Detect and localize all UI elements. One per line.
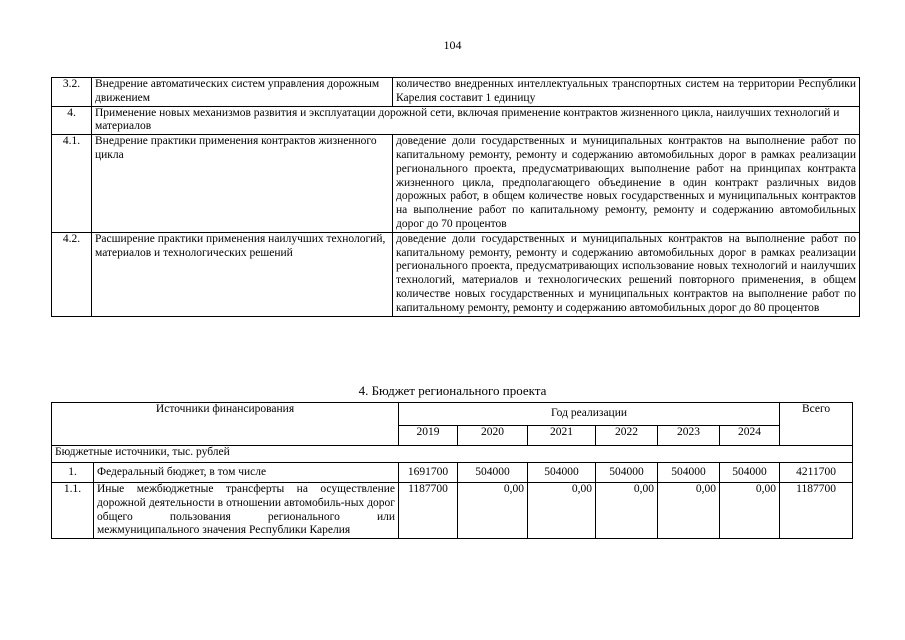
budget-section-title: 4. Бюджет регионального проекта <box>358 383 547 398</box>
cell-value: 504000 <box>720 463 780 483</box>
table-header-row <box>52 403 853 426</box>
header-year: 2021 <box>528 426 596 446</box>
cell-value: 504000 <box>528 463 596 483</box>
table-row <box>52 463 853 483</box>
measure-number: 4. <box>52 106 92 135</box>
cell-value: 1691700 <box>399 463 458 483</box>
measure-number: 3.2. <box>52 78 92 107</box>
cell-total: 1187700 <box>780 483 853 539</box>
measure-name: Внедрение автоматических систем управления дорожным движением <box>92 78 393 107</box>
header-year: 2020 <box>458 426 528 446</box>
measure-number: 4.1. <box>52 135 92 233</box>
table-row <box>52 232 860 316</box>
cell-value: 0,00 <box>720 483 780 539</box>
measure-section-heading: Применение новых механизмов развития и эксплуатации дорожной сети, включая применение контрактов жизненного цикла, наилучших технологий и материалов <box>92 106 860 135</box>
row-name: Иные межбюджетные трансферты на осуществление дорожной деятельности в отношении автомобиль-ных дорог общего пользования регионального или межмуниципального значения Республики Карелия <box>94 483 399 539</box>
cell-value: 0,00 <box>458 483 528 539</box>
row-number: 1.1. <box>52 483 94 539</box>
header-sources: Источники финансирования <box>52 403 399 446</box>
measure-result: доведение доли государственных и муниципальных контрактов на выполнение работ по капитальному ремонту, ремонту и содержанию автомобильных дорог в рамках реализации регионального проекта, предусматривающих использование новых технологий и наилучших технологий, материалов и технологических решений повторного применения, в общем количестве новых государственных и муниципальных контрактов на выполнение работ по капитальному ремонту, ремонту и содержанию автомобильных дорог до 80 процентов <box>393 232 860 316</box>
measure-name: Расширение практики применения наилучших технологий, материалов и технологических решений <box>92 232 393 316</box>
header-year: 2024 <box>720 426 780 446</box>
budget-section-label: Бюджетные источники, тыс. рублей <box>52 446 853 463</box>
table-row <box>52 446 853 463</box>
measures-table <box>51 77 860 317</box>
table-row <box>52 78 860 107</box>
cell-value: 1187700 <box>399 483 458 539</box>
cell-value: 0,00 <box>596 483 658 539</box>
header-years: Год реализации <box>399 403 780 426</box>
row-number: 1. <box>52 463 94 483</box>
cell-value: 0,00 <box>528 483 596 539</box>
table-row <box>52 135 860 233</box>
header-year: 2022 <box>596 426 658 446</box>
table-row <box>52 106 860 135</box>
cell-value: 504000 <box>458 463 528 483</box>
page-number: 104 <box>443 38 462 52</box>
measure-name: Внедрение практики применения контрактов жизненного цикла <box>92 135 393 233</box>
budget-table <box>51 402 853 539</box>
cell-value: 0,00 <box>658 483 720 539</box>
header-total: Всего <box>780 403 853 446</box>
measure-result: доведение доли государственных и муниципальных контрактов на выполнение работ по капитальному ремонту, ремонту и содержанию автомобильных дорог в рамках реализации регионального проекта, предусматривающих выполнение работ на принципах контракта жизненного цикла, предполагающего объединение в один контракт различных видов дорожных работ, в общем количестве новых государственных и муниципальных контрактов на выполнение работ по капитальному ремонту, ремонту и содержанию автомобильных дорог до 70 процентов <box>393 135 860 233</box>
header-year: 2019 <box>399 426 458 446</box>
header-year: 2023 <box>658 426 720 446</box>
cell-value: 504000 <box>658 463 720 483</box>
table-row <box>52 483 853 539</box>
cell-total: 4211700 <box>780 463 853 483</box>
measure-number: 4.2. <box>52 232 92 316</box>
row-name: Федеральный бюджет, в том числе <box>94 463 399 483</box>
cell-value: 504000 <box>596 463 658 483</box>
measure-result: количество внедренных интеллектуальных транспортных систем на территории Республики Карелия составит 1 единицу <box>393 78 860 107</box>
